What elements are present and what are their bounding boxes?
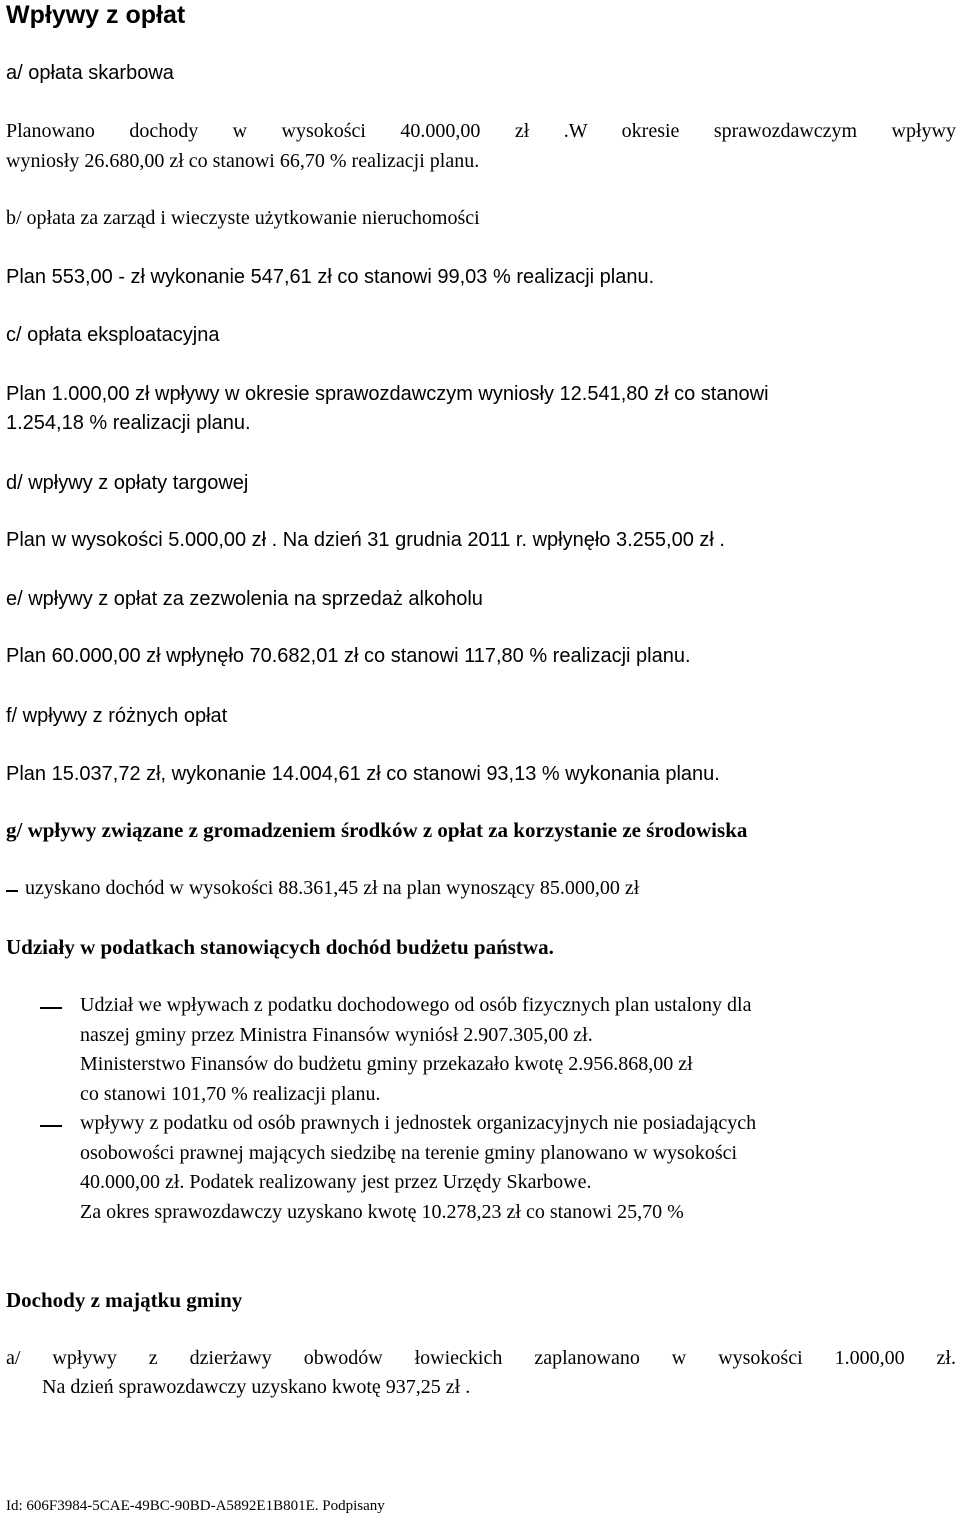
dash-marker <box>6 890 18 892</box>
udzialy-heading: Udziały w podatkach stanowiących dochód budżetu państwa. <box>6 935 554 959</box>
udzialy-item2-line-1: wpływy z podatku od osób prawnych i jednostek organizacyjnych nie posiadających <box>80 1112 757 1134</box>
udzialy-item1-line-4: co stanowi 101,70 % realizacji planu. <box>80 1083 381 1105</box>
udzialy-item2-line-4: Za okres sprawozdawczy uzyskano kwotę 10.278,23 zł co stanowi 25,70 % <box>80 1201 684 1223</box>
dash-marker <box>40 1125 62 1127</box>
section-c-line-2: 1.254,18 % realizacji planu. <box>6 412 251 434</box>
majatek-line-2: Na dzień sprawozdawczy uzyskano kwotę 937,25 zł . <box>42 1376 471 1398</box>
section-g-line-1: uzyskano dochód w wysokości 88.361,45 zł na plan wynoszący 85.000,00 zł <box>25 877 640 899</box>
section-g-heading: g/ wpływy związane z gromadzeniem środków z opłat za korzystanie ze środowiska <box>6 818 748 842</box>
page-title: Wpływy z opłat <box>6 1 186 29</box>
udzialy-item2-line-2: osobowości prawnej mających siedzibę na terenie gminy planowano w wysokości <box>80 1142 738 1164</box>
section-f-heading: f/ wpływy z różnych opłat <box>6 705 228 727</box>
section-b-line-1: Plan 553,00 - zł wykonanie 547,61 zł co stanowi 99,03 % realizacji planu. <box>6 266 655 288</box>
udzialy-item1-line-1: Udział we wpływach z podatku dochodowego od osób fizycznych plan ustalony dla <box>80 994 752 1016</box>
majatek-line-1: a/ wpływy z dzierżawy obwodów łowieckich zaplanowano w wysokości 1.000,00 zł. <box>6 1347 956 1369</box>
section-c-heading: c/ opłata eksploatacyjna <box>6 324 220 346</box>
section-d-heading: d/ wpływy z opłaty targowej <box>6 472 249 494</box>
udzialy-item1-line-3: Ministerstwo Finansów do budżetu gminy przekazało kwotę 2.956.868,00 zł <box>80 1053 693 1075</box>
section-a-heading: a/ opłata skarbowa <box>6 62 174 84</box>
section-e-line-1: Plan 60.000,00 zł wpłynęło 70.682,01 zł co stanowi 117,80 % realizacji planu. <box>6 645 691 667</box>
udzialy-item1-line-2: naszej gminy przez Ministra Finansów wyniósł 2.907.305,00 zł. <box>80 1024 593 1046</box>
section-c-line-1: Plan 1.000,00 zł wpływy w okresie sprawozdawczym wyniosły 12.541,80 zł co stanowi <box>6 383 769 405</box>
section-a-line-2: wyniosły 26.680,00 zł co stanowi 66,70 % realizacji planu. <box>6 150 480 172</box>
section-f-line-1: Plan 15.037,72 zł, wykonanie 14.004,61 zł co stanowi 93,13 % wykonania planu. <box>6 763 720 785</box>
section-e-heading: e/ wpływy z opłat za zezwolenia na sprzedaż alkoholu <box>6 588 483 610</box>
majatek-heading: Dochody z majątku gminy <box>6 1288 243 1312</box>
section-b-heading: b/ opłata za zarząd i wieczyste użytkowanie nieruchomości <box>6 207 480 229</box>
dash-marker <box>40 1007 62 1009</box>
document-id-footer: Id: 606F3984-5CAE-49BC-90BD-A5892E1B801E. Podpisany <box>6 1498 385 1514</box>
udzialy-item2-line-3: 40.000,00 zł. Podatek realizowany jest przez Urzędy Skarbowe. <box>80 1171 592 1193</box>
section-a-line-1: Planowano dochody w wysokości 40.000,00 zł .W okresie sprawozdawczym wpływy <box>6 120 956 142</box>
section-d-line-1: Plan w wysokości 5.000,00 zł . Na dzień 31 grudnia 2011 r. wpłynęło 3.255,00 zł . <box>6 529 725 551</box>
